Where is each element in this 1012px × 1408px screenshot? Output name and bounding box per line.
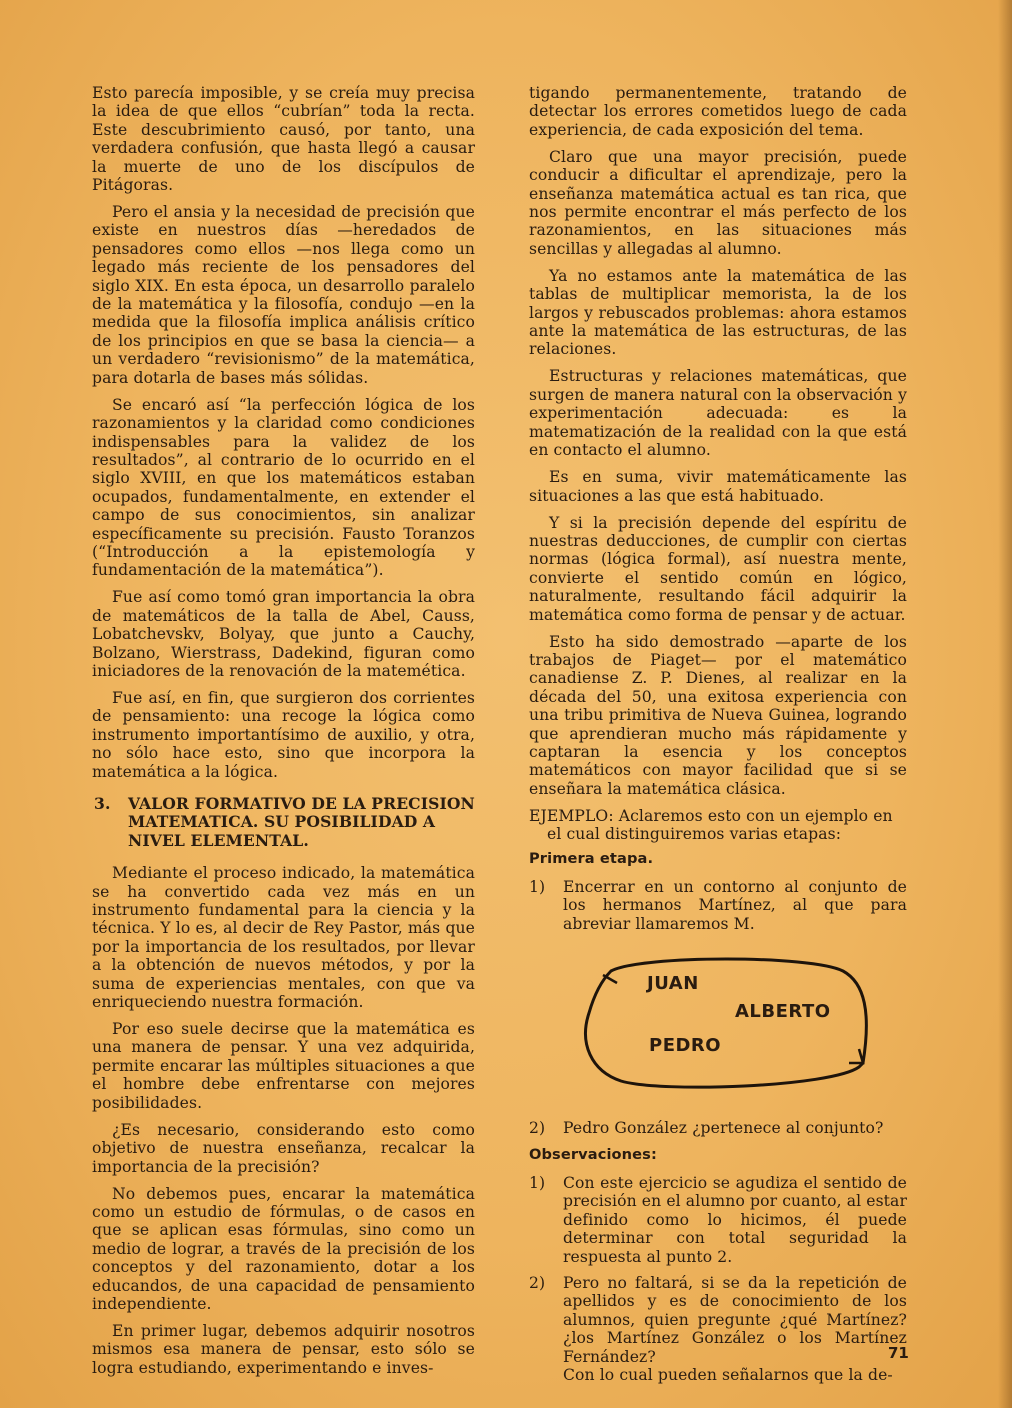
paragraph: ¿Es necesario, considerando esto como objetivo de nuestra enseñanza, recalcar la importancia de la precisión?	[92, 1120, 475, 1176]
paragraph: Y si la precisión depende del espíritu de nuestras deducciones, de cumplir con ciertas normas (lógica formal), así nuestra mente, convierte el sentido común en lógico, naturalmente, resultando fácil adquirir la matemática como forma de pensar y de actuar.	[529, 513, 907, 624]
item-text-part: Con lo cual pueden señalarnos que la de-	[563, 1366, 893, 1385]
observations-heading: Observaciones:	[529, 1145, 657, 1163]
paragraph: Fue así como tomó gran importancia la obra de matemáticos de la talla de Abel, Causs, Lobatchevskv, Bolyay, que junto a Cauchy, Bolzano, Wierstrass, Dadekind, figuran como iniciadores de la renovación de la matemética.	[92, 588, 475, 680]
paragraph: Es en suma, vivir matemáticamente las situaciones a las que está habituado.	[529, 468, 907, 505]
paragraph: Ya no estamos ante la matemática de las tablas de multiplicar memorista, la de los largos y rebuscados problemas: ahora estamos ante la matemática de las estructuras, de las relaciones.	[529, 266, 907, 359]
stage-heading: Primera etapa.	[529, 849, 654, 867]
paragraph: En primer lugar, debemos adquirir nosotros mismos esa manera de pensar, esto sólo se logra estudiando, experimentando e inves-	[92, 1321, 475, 1377]
paragraph: Esto ha sido demostrado —aparte de los trabajos de Piaget— por el matemático canadiense Z. P. Dienes, al realizar en la década del 50, una exitosa experiencia con una tribu primitiva de Nueva Guinea, logrando que aprendieran mucho más rápidamente y captaran la esencia y los conceptos matemáticos con mayor facilidad que si se enseñara la matemática clásica.	[529, 632, 907, 798]
paragraph: No debemos pues, encarar la matemática como un estudio de fórmulas, o de casos en que se aplican esas fórmulas, sino como un medio de lograr, a través de la precisión de los conceptos y del razonamiento, dotar a los educandos, de una capacidad de pensamiento independiente.	[92, 1184, 475, 1313]
item-number: 2)	[529, 1119, 546, 1138]
right-column	[529, 84, 907, 1393]
left-column	[92, 84, 475, 1386]
item-text: Pedro González ¿pertenece al conjunto?	[563, 1119, 884, 1138]
item-number: 1)	[529, 878, 546, 896]
paragraph: Fue así, en fin, que surgieron dos corrientes de pensamiento: una recoge la lógica como instrumento importantísimo de auxilio, y otra, no sólo hace esto, sino que incorpora la matemática a la lógica.	[92, 688, 475, 781]
paragraph: Mediante el proceso indicado, la matemática se ha convertido cada vez más en un instrumento fundamental para la ciencia y la técnica. Y lo es, al decir de Rey Pastor, más que por la importancia de los resultados, por llevar a la obtención de nuevos métodos, y por la suma de experiencias mentales, con que va enriqueciendo nuestra formación.	[92, 864, 475, 1012]
boundary-arrow-mark	[849, 1049, 863, 1063]
set-element-pedro: PEDRO	[649, 1035, 722, 1057]
example-intro: EJEMPLO: Aclaremos esto con un ejemplo en el cual distinguiremos varias etapas:	[529, 806, 893, 844]
paragraph: tigando permanentemente, tratando de detectar los errores cometidos luego de cada experiencia, de cada exposición del tema.	[529, 84, 907, 139]
paragraph: Por eso suele decirse que la matemática es una manera de pensar. Y una vez adquirida, permite encarar las múltiples situaciones a que el hombre debe enfrentarse con mejores posibilidades.	[92, 1020, 475, 1112]
set-diagram	[581, 953, 871, 1095]
item-text: Con este ejercicio se agudiza el sentido de precisión en el alumno por cuanto, al estar definido como lo hicimos, él puede determinar con total seguridad la respuesta al punto 2.	[563, 1174, 907, 1266]
set-element-juan: JUAN	[647, 973, 699, 995]
set-element-alberto: ALBERTO	[735, 1001, 831, 1023]
list-item	[529, 1274, 907, 1384]
page-edge-shadow	[998, 0, 1012, 1408]
item-text: Encerrar en un contorno al conjunto de los hermanos Martínez, al que para abreviar llamaremos M.	[563, 878, 907, 933]
paragraph: Se encaró así “la perfección lógica de los razonamientos y la claridad como condiciones indispensables para la validez de los resultados”, al contrario de lo ocurrido en el siglo XVIII, en que los matemáticos estaban ocupados, fundamentalmente, en extender el campo de sus conocimientos, sin analizar específicamente su precisión. Fausto Toranzos (“Introducción a la epistemología y fundamentación de la matemática”).	[92, 395, 475, 580]
set-contour	[581, 953, 871, 1095]
page-number: 71	[888, 1344, 909, 1362]
item-text-part: Pero no faltará, si se da la repetición de apellidos y es de conocimiento de los alumnos, quien pregunte ¿qué Martínez? ¿los Martínez González o los Martínez Fernández?	[563, 1274, 907, 1366]
item-number: 2)	[529, 1274, 546, 1293]
section-number: 3.	[94, 794, 111, 813]
item-number: 1)	[529, 1174, 546, 1193]
paragraph: Estructuras y relaciones matemáticas, que surgen de manera natural con la observación y experimentación adecuada: es la matematización de la realidad con la que está en contacto el alumno.	[529, 367, 907, 460]
list-item	[529, 878, 907, 933]
section-heading	[92, 795, 475, 850]
list-item	[529, 1174, 907, 1266]
paragraph: Claro que una mayor precisión, puede conducir a dificultar el aprendizaje, pero la enseñanza matemática actual es tan rica, que nos permite encontrar el más perfecto de los razonamientos, en las situaciones más sencillas y allegadas al alumno.	[529, 147, 907, 258]
section-title: VALOR FORMATIVO DE LA PRECISION MATEMATICA. SU POSIBILIDAD A NIVEL ELEMENTAL.	[128, 794, 475, 850]
list-item	[529, 1119, 907, 1137]
paragraph: Esto parecía imposible, y se creía muy precisa la idea de que ellos “cubrían” toda la recta. Este descubrimiento causó, por tanto, una verdadera confusión, que hasta llegó a causar la muerte de uno de los discípulos de Pitágoras.	[92, 84, 475, 195]
item-text	[563, 1274, 907, 1384]
set-boundary	[586, 959, 867, 1087]
paragraph: Pero el ansia y la necesidad de precisión que existe en nuestros días —heredados de pensadores como ellos —nos llega como un legado más reciente de los pensadores del siglo XIX. En esta época, un desarrollo paralelo de la matemática y la filosofía, condujo —en la medida que la filosofía implica análisis crítico de los principios en que se basa la ciencia— a un verdadero “revisionismo” de la matemática, para dotarla de bases más sólidas.	[92, 203, 475, 387]
